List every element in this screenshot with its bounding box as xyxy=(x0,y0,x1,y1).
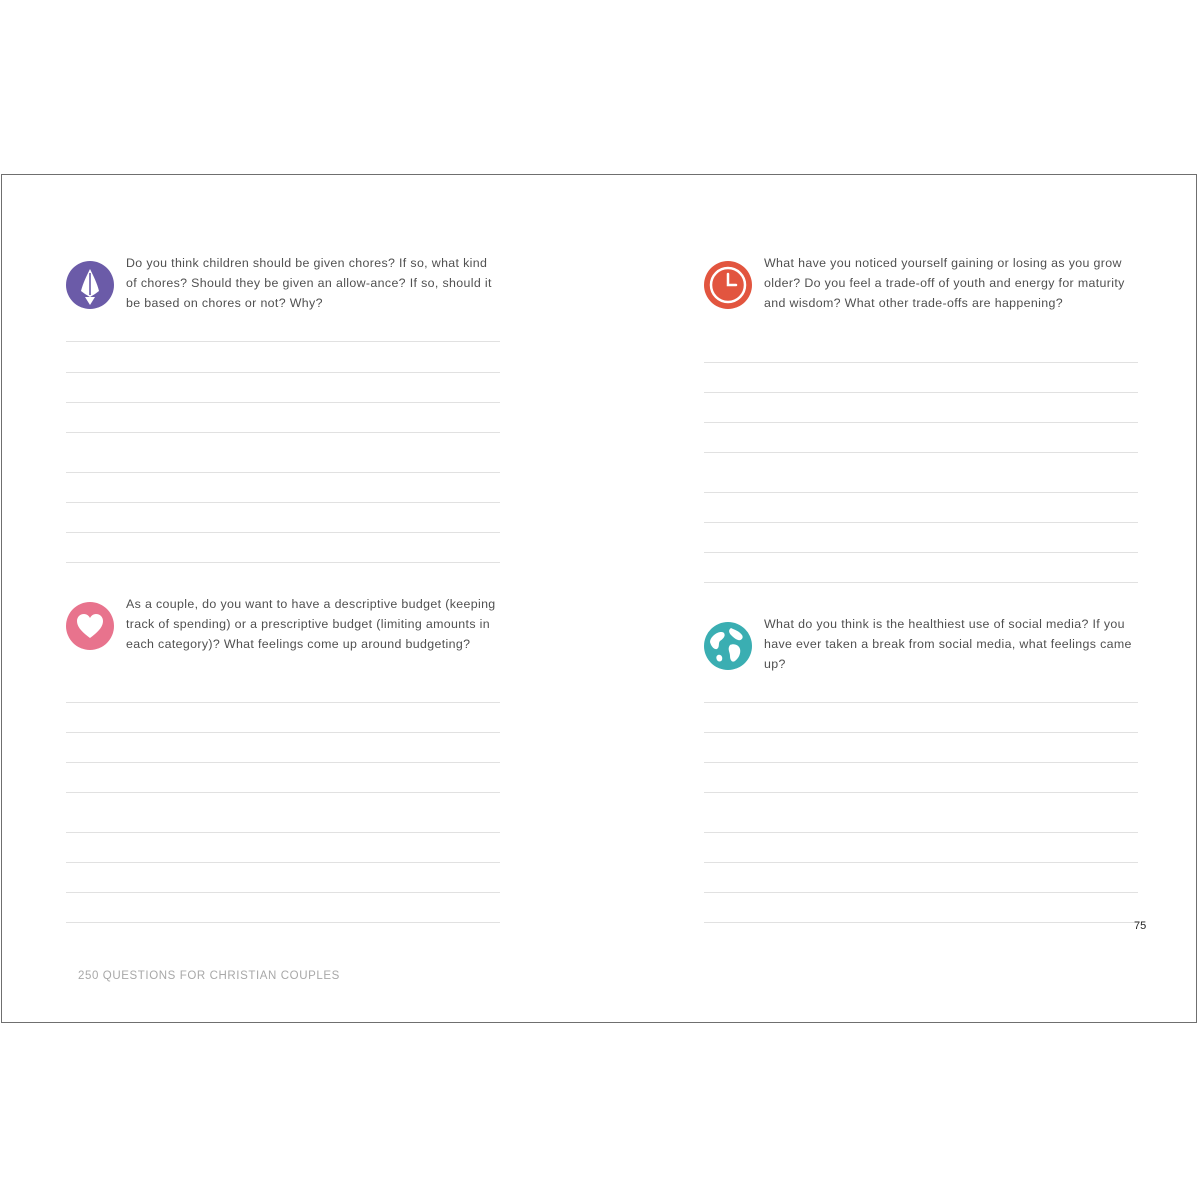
answer-line xyxy=(704,732,1138,733)
answer-line xyxy=(66,732,500,733)
answer-line xyxy=(66,792,500,793)
answer-line xyxy=(66,762,500,763)
globe-icon xyxy=(704,622,752,670)
question-text: What have you noticed yourself gaining or losing as you grow older? Do you feel a trade-off of youth and energy for maturity and wisdom? What other trade-offs are happening? xyxy=(764,256,1125,310)
question-text: As a couple, do you want to have a descriptive budget (keeping track of spending) or a prescriptive budget (limiting amounts in each category)? What feelings come up around budgeting? xyxy=(126,597,496,651)
answer-line xyxy=(704,552,1138,553)
book-title-footer: 250 QUESTIONS FOR CHRISTIAN COUPLES xyxy=(78,970,340,982)
answer-line xyxy=(66,832,500,833)
answer-line xyxy=(66,432,500,433)
answer-line xyxy=(704,792,1138,793)
praying-hands-icon xyxy=(66,261,114,309)
answer-line xyxy=(704,762,1138,763)
answer-line xyxy=(704,832,1138,833)
answer-line xyxy=(704,522,1138,523)
question-text: Do you think children should be given chores? If so, what kind of chores? Should they be given an allow-ance? If so, should it be based on chores or not? Why? xyxy=(126,256,492,310)
page-number: 75 xyxy=(1134,920,1147,932)
answer-line xyxy=(66,922,500,923)
answer-line xyxy=(66,372,500,373)
answer-line xyxy=(66,341,500,342)
answer-line xyxy=(66,862,500,863)
answer-line xyxy=(66,702,500,703)
answer-line xyxy=(704,452,1138,453)
question-text: What do you think is the healthiest use of social media? If you have ever taken a break from social media, what feelings came up? xyxy=(764,617,1132,671)
clock-icon xyxy=(704,261,752,309)
answer-line xyxy=(704,392,1138,393)
answer-line xyxy=(704,362,1138,363)
answer-line xyxy=(704,582,1138,583)
answer-line xyxy=(66,402,500,403)
answer-line xyxy=(66,472,500,473)
answer-line xyxy=(66,502,500,503)
answer-line xyxy=(704,862,1138,863)
answer-line xyxy=(66,532,500,533)
answer-line xyxy=(704,422,1138,423)
answer-line xyxy=(66,562,500,563)
answer-line xyxy=(704,892,1138,893)
heart-icon xyxy=(66,602,114,650)
answer-line xyxy=(704,702,1138,703)
book-spread xyxy=(1,174,1197,1023)
answer-line xyxy=(66,892,500,893)
answer-line xyxy=(704,922,1138,923)
answer-line xyxy=(704,492,1138,493)
